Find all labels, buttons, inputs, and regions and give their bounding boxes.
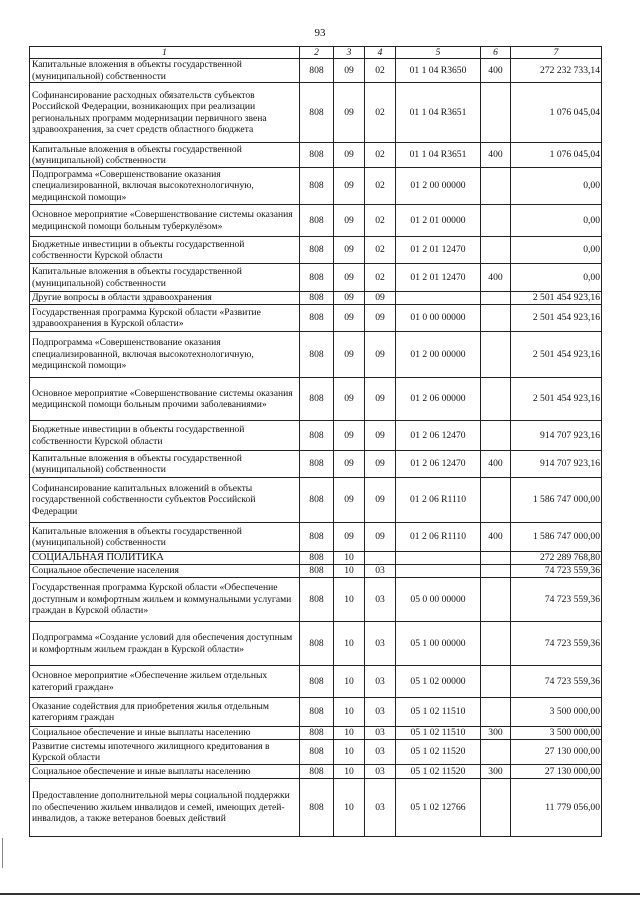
cell-target-article: 01 1 04 R3651 (396, 83, 481, 143)
row-name: Капитальные вложения в объекты государственной (муниципальной) собственности (30, 523, 300, 552)
column-number: 2 (300, 47, 334, 59)
cell-section: 10 (334, 666, 365, 698)
table-row (30, 237, 602, 264)
table-row (30, 552, 602, 565)
cell-amount: 1 586 747 000,00 (511, 523, 602, 552)
bottom-rule (0, 893, 640, 895)
cell-subsection: 03 (365, 622, 396, 666)
column-number: 1 (30, 47, 300, 59)
cell-subsection: 03 (365, 765, 396, 779)
cell-grbs: 808 (300, 332, 334, 378)
cell-expense-type: 400 (481, 264, 511, 292)
row-name: Государственная программа Курской области «Развитие здравоохранения в Курской области» (30, 305, 300, 332)
cell-amount: 2 501 454 923,16 (511, 332, 602, 378)
table-row (30, 378, 602, 421)
cell-section: 09 (334, 143, 365, 168)
table-row (30, 666, 602, 698)
cell-target-article: 01 2 06 00000 (396, 378, 481, 421)
cell-expense-type: 400 (481, 143, 511, 168)
table-row (30, 727, 602, 740)
cell-expense-type (481, 421, 511, 451)
cell-subsection: 09 (365, 451, 396, 478)
cell-subsection: 02 (365, 143, 396, 168)
cell-amount: 3 500 000,00 (511, 698, 602, 727)
row-name: Основное мероприятие «Обеспечение жильем отдельных категорий граждан» (30, 666, 300, 698)
column-number: 7 (511, 47, 602, 59)
row-name: Другие вопросы в области здравоохранения (30, 292, 300, 305)
cell-target-article: 05 1 02 00000 (396, 666, 481, 698)
cell-amount: 0,00 (511, 264, 602, 292)
cell-amount: 914 707 923,16 (511, 421, 602, 451)
table-row (30, 83, 602, 143)
table-row (30, 740, 602, 765)
cell-target-article: 05 1 02 11510 (396, 727, 481, 740)
cell-amount: 27 130 000,00 (511, 765, 602, 779)
cell-subsection: 09 (365, 292, 396, 305)
cell-target-article: 01 2 01 12470 (396, 237, 481, 264)
table-row (30, 305, 602, 332)
table-row (30, 264, 602, 292)
row-name: СОЦИАЛЬНАЯ ПОЛИТИКА (30, 552, 300, 565)
cell-grbs: 808 (300, 523, 334, 552)
row-name: Софинансирование расходных обязательств субъектов Российской Федерации, возникающих при реализации региональных программ модернизации первичного звена здравоохранения, за счет средств областного бюджета (30, 83, 300, 143)
cell-section: 09 (334, 205, 365, 237)
cell-target-article: 05 1 02 12766 (396, 779, 481, 837)
cell-subsection: 02 (365, 168, 396, 205)
row-name: Софинансирование капитальных вложений в объекты государственной собственности субъектов Российской Федерации (30, 478, 300, 523)
cell-amount: 74 723 559,36 (511, 565, 602, 578)
cell-grbs: 808 (300, 552, 334, 565)
cell-subsection: 03 (365, 740, 396, 765)
cell-section: 09 (334, 478, 365, 523)
row-name: Бюджетные инвестиции в объекты государственной собственности Курской области (30, 237, 300, 264)
row-name: Капитальные вложения в объекты государственной (муниципальной) собственности (30, 451, 300, 478)
table-row (30, 622, 602, 666)
cell-grbs: 808 (300, 622, 334, 666)
row-name: Подпрограмма «Совершенствование оказания специализированной, включая высокотехнологичную, медицинской помощи» (30, 332, 300, 378)
cell-amount: 2 501 454 923,16 (511, 305, 602, 332)
cell-subsection: 03 (365, 578, 396, 622)
cell-expense-type (481, 666, 511, 698)
cell-target-article: 05 1 00 00000 (396, 622, 481, 666)
cell-grbs: 808 (300, 727, 334, 740)
cell-expense-type: 300 (481, 727, 511, 740)
cell-expense-type (481, 578, 511, 622)
cell-expense-type (481, 292, 511, 305)
budget-table (29, 46, 602, 837)
row-name: Капитальные вложения в объекты государственной (муниципальной) собственности (30, 143, 300, 168)
cell-target-article: 01 2 06 12470 (396, 421, 481, 451)
cell-grbs: 808 (300, 143, 334, 168)
cell-section: 09 (334, 451, 365, 478)
cell-target-article: 01 2 01 00000 (396, 205, 481, 237)
row-name: Развитие системы ипотечного жилищного кредитования в Курской области (30, 740, 300, 765)
row-name: Основное мероприятие «Совершенствование системы оказания медицинской помощи больным прочими заболеваниями» (30, 378, 300, 421)
cell-grbs: 808 (300, 264, 334, 292)
cell-amount: 3 500 000,00 (511, 727, 602, 740)
cell-section: 10 (334, 565, 365, 578)
cell-target-article (396, 565, 481, 578)
row-name: Социальное обеспечение и иные выплаты населению (30, 765, 300, 779)
cell-grbs: 808 (300, 292, 334, 305)
cell-section: 09 (334, 237, 365, 264)
row-name: Подпрограмма «Создание условий для обеспечения доступным и комфортным жильем граждан в Курской области» (30, 622, 300, 666)
cell-amount: 0,00 (511, 168, 602, 205)
cell-section: 09 (334, 264, 365, 292)
cell-subsection: 09 (365, 421, 396, 451)
cell-amount: 27 130 000,00 (511, 740, 602, 765)
cell-expense-type (481, 205, 511, 237)
cell-subsection: 02 (365, 83, 396, 143)
cell-grbs: 808 (300, 59, 334, 83)
cell-section: 10 (334, 727, 365, 740)
table-row (30, 205, 602, 237)
cell-amount: 0,00 (511, 205, 602, 237)
cell-subsection: 03 (365, 565, 396, 578)
cell-subsection: 03 (365, 666, 396, 698)
cell-amount: 272 232 733,14 (511, 59, 602, 83)
cell-expense-type: 400 (481, 59, 511, 83)
cell-target-article: 01 2 01 12470 (396, 264, 481, 292)
cell-subsection: 09 (365, 478, 396, 523)
cell-expense-type (481, 83, 511, 143)
cell-target-article (396, 292, 481, 305)
table-row (30, 478, 602, 523)
cell-target-article: 01 2 06 12470 (396, 451, 481, 478)
cell-grbs: 808 (300, 578, 334, 622)
cell-amount: 74 723 559,36 (511, 622, 602, 666)
cell-grbs: 808 (300, 478, 334, 523)
cell-target-article: 01 1 04 R3650 (396, 59, 481, 83)
cell-subsection: 02 (365, 237, 396, 264)
cell-grbs: 808 (300, 565, 334, 578)
cell-grbs: 808 (300, 451, 334, 478)
cell-expense-type (481, 168, 511, 205)
cell-expense-type (481, 552, 511, 565)
cell-expense-type: 400 (481, 523, 511, 552)
table-row (30, 451, 602, 478)
row-name: Основное мероприятие «Совершенствование системы оказания медицинской помощи больным туберкулёзом» (30, 205, 300, 237)
cell-section: 09 (334, 378, 365, 421)
cell-amount: 11 779 056,00 (511, 779, 602, 837)
cell-amount: 914 707 923,16 (511, 451, 602, 478)
cell-section: 09 (334, 523, 365, 552)
cell-subsection: 09 (365, 305, 396, 332)
cell-expense-type (481, 478, 511, 523)
cell-grbs: 808 (300, 666, 334, 698)
table-row (30, 523, 602, 552)
cell-expense-type (481, 565, 511, 578)
cell-subsection: 03 (365, 779, 396, 837)
cell-amount: 2 501 454 923,16 (511, 378, 602, 421)
table-row (30, 779, 602, 837)
cell-grbs: 808 (300, 205, 334, 237)
cell-target-article: 05 1 02 11510 (396, 698, 481, 727)
cell-section: 09 (334, 292, 365, 305)
cell-expense-type (481, 237, 511, 264)
cell-target-article: 01 2 06 R1110 (396, 478, 481, 523)
cell-section: 10 (334, 779, 365, 837)
table-row (30, 332, 602, 378)
cell-amount: 0,00 (511, 237, 602, 264)
cell-subsection (365, 552, 396, 565)
page-number: 93 (314, 27, 326, 39)
table-row (30, 168, 602, 205)
table-row (30, 698, 602, 727)
cell-amount: 2 501 454 923,16 (511, 292, 602, 305)
cell-expense-type (481, 779, 511, 837)
table-row (30, 59, 602, 83)
row-name: Социальное обеспечение и иные выплаты населению (30, 727, 300, 740)
row-name: Государственная программа Курской области «Обеспечение доступным и комфортным жильем и коммунальными услугами граждан в Курской области» (30, 578, 300, 622)
cell-expense-type: 400 (481, 451, 511, 478)
cell-target-article (396, 552, 481, 565)
cell-section: 10 (334, 765, 365, 779)
cell-section: 09 (334, 332, 365, 378)
table-body (30, 59, 602, 837)
cell-section: 10 (334, 578, 365, 622)
cell-section: 09 (334, 421, 365, 451)
cell-subsection: 03 (365, 727, 396, 740)
cell-section: 09 (334, 168, 365, 205)
cell-amount: 1 586 747 000,00 (511, 478, 602, 523)
cell-target-article: 01 0 00 00000 (396, 305, 481, 332)
cell-grbs: 808 (300, 168, 334, 205)
cell-subsection: 02 (365, 59, 396, 83)
cell-subsection: 09 (365, 332, 396, 378)
table-row (30, 765, 602, 779)
cell-subsection: 09 (365, 378, 396, 421)
cell-amount: 272 289 768,80 (511, 552, 602, 565)
cell-amount: 74 723 559,36 (511, 578, 602, 622)
cell-grbs: 808 (300, 421, 334, 451)
cell-section: 09 (334, 305, 365, 332)
cell-amount: 1 076 045,04 (511, 143, 602, 168)
cell-amount: 1 076 045,04 (511, 83, 602, 143)
cell-grbs: 808 (300, 378, 334, 421)
cell-target-article: 01 1 04 R3651 (396, 143, 481, 168)
cell-section: 09 (334, 59, 365, 83)
column-number: 5 (396, 47, 481, 59)
cell-subsection: 03 (365, 698, 396, 727)
row-name: Подпрограмма «Совершенствование оказания специализированной, включая высокотехнологичную, медицинской помощи» (30, 168, 300, 205)
row-name: Капитальные вложения в объекты государственной (муниципальной) собственности (30, 59, 300, 83)
cell-target-article: 05 1 02 11520 (396, 740, 481, 765)
cell-target-article: 05 0 00 00000 (396, 578, 481, 622)
table-row (30, 578, 602, 622)
cell-grbs: 808 (300, 779, 334, 837)
row-name: Социальное обеспечение населения (30, 565, 300, 578)
row-name: Оказание содействия для приобретения жилья отдельным категориям граждан (30, 698, 300, 727)
cell-target-article: 01 2 00 00000 (396, 332, 481, 378)
cell-grbs: 808 (300, 83, 334, 143)
table-row (30, 143, 602, 168)
table-row (30, 292, 602, 305)
row-name: Капитальные вложения в объекты государственной (муниципальной) собственности (30, 264, 300, 292)
cell-grbs: 808 (300, 237, 334, 264)
cell-expense-type: 300 (481, 765, 511, 779)
column-number-row (30, 47, 602, 59)
table-row (30, 421, 602, 451)
cell-subsection: 02 (365, 205, 396, 237)
cell-expense-type (481, 305, 511, 332)
column-number: 3 (334, 47, 365, 59)
margin-mark (2, 838, 3, 868)
row-name: Предоставление дополнительной меры социальной поддержки по обеспечению жильем инвалидов и семей, имеющих детей-инвалидов, а также ветеранов боевых действий (30, 779, 300, 837)
cell-section: 10 (334, 622, 365, 666)
cell-section: 10 (334, 740, 365, 765)
cell-target-article: 05 1 02 11520 (396, 765, 481, 779)
cell-expense-type (481, 332, 511, 378)
column-number: 6 (481, 47, 511, 59)
cell-amount: 74 723 559,36 (511, 666, 602, 698)
cell-subsection: 02 (365, 264, 396, 292)
cell-section: 10 (334, 698, 365, 727)
cell-subsection: 09 (365, 523, 396, 552)
cell-expense-type (481, 740, 511, 765)
cell-section: 10 (334, 552, 365, 565)
cell-grbs: 808 (300, 765, 334, 779)
cell-grbs: 808 (300, 698, 334, 727)
cell-grbs: 808 (300, 305, 334, 332)
cell-expense-type (481, 378, 511, 421)
cell-expense-type (481, 698, 511, 727)
table-row (30, 565, 602, 578)
column-number: 4 (365, 47, 396, 59)
cell-target-article: 01 2 00 00000 (396, 168, 481, 205)
row-name: Бюджетные инвестиции в объекты государственной собственности Курской области (30, 421, 300, 451)
cell-expense-type (481, 622, 511, 666)
cell-target-article: 01 2 06 R1110 (396, 523, 481, 552)
cell-section: 09 (334, 83, 365, 143)
cell-grbs: 808 (300, 740, 334, 765)
